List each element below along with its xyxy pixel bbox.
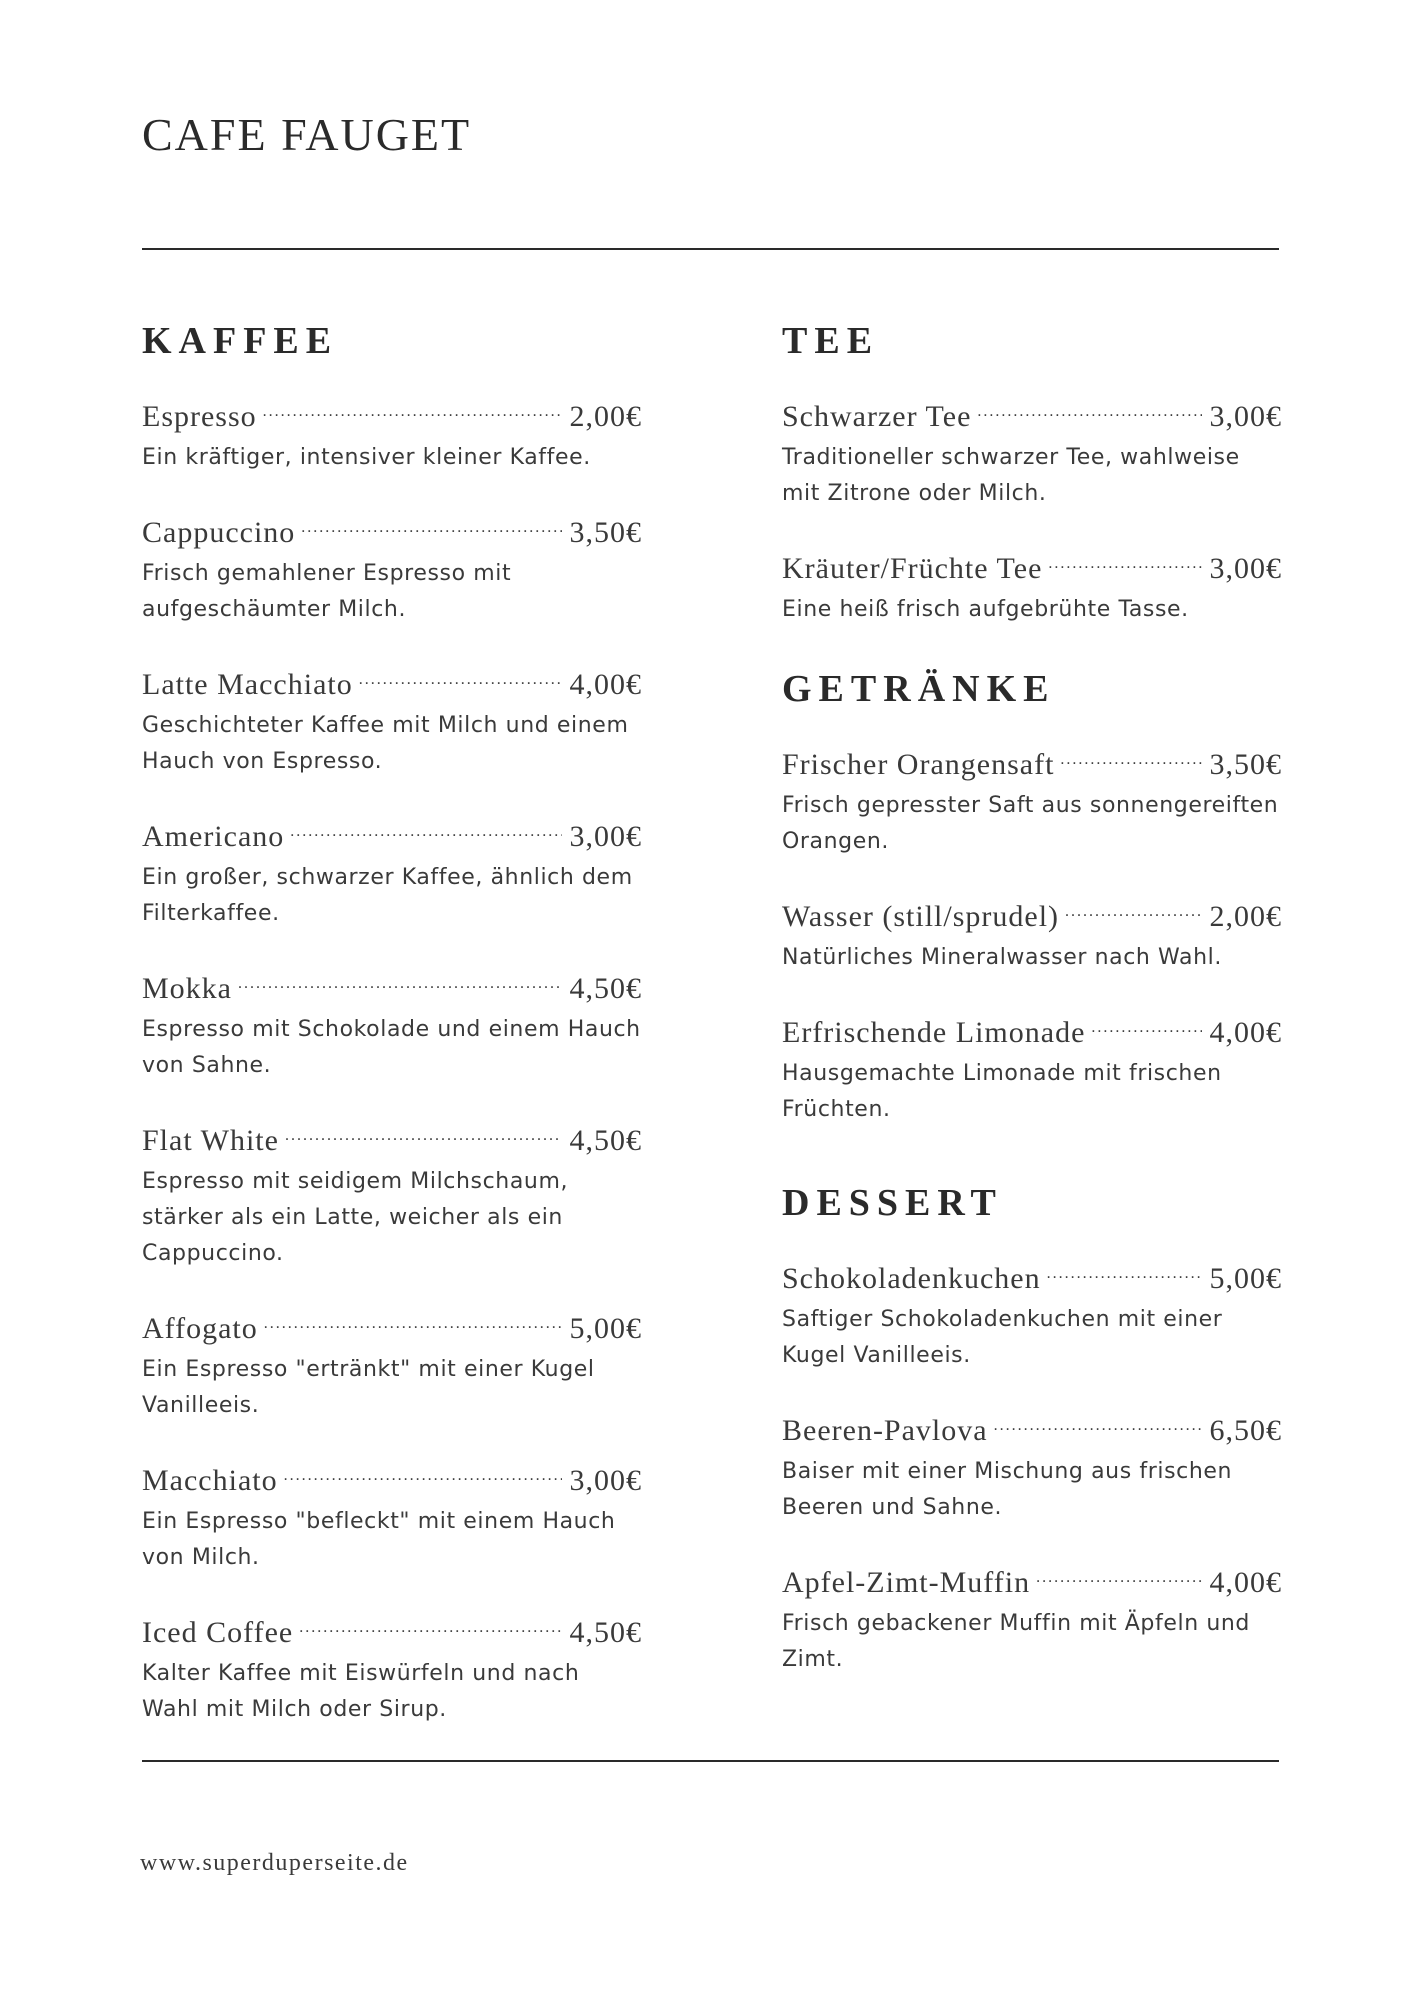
- item-line: [142, 960, 642, 1008]
- item-name: Flat White: [142, 1124, 279, 1157]
- item-price: 3,00€: [569, 1464, 642, 1497]
- item-line: [142, 1604, 642, 1652]
- dot-leader: [359, 656, 562, 694]
- dot-leader: [1091, 1004, 1201, 1042]
- item-price: 3,00€: [1209, 400, 1282, 433]
- item-name: Iced Coffee: [142, 1616, 294, 1649]
- item-description: Ein Espresso "befleckt" mit einem Hauch von Milch.: [142, 1509, 616, 1570]
- item-description: Eine heiß frisch aufgebrühte Tasse.: [782, 597, 1189, 622]
- dot-leader: [299, 1604, 561, 1642]
- item-name: Affogato: [142, 1312, 258, 1345]
- item-description: Frisch gemahlener Espresso mit aufgeschäumter Milch.: [142, 561, 512, 622]
- dot-leader: [263, 388, 562, 426]
- item-price: 4,00€: [569, 668, 642, 701]
- menu-item: [782, 388, 1282, 512]
- item-price: 5,00€: [569, 1312, 642, 1345]
- footer-website-url: www.superduperseite.de: [140, 1850, 409, 1876]
- menu-item: [142, 388, 642, 476]
- item-line: [142, 808, 642, 856]
- item-price: 3,50€: [1209, 748, 1282, 781]
- top-divider: [142, 248, 1279, 250]
- dot-leader: [238, 960, 562, 998]
- section-dessert: [782, 1180, 1282, 1678]
- item-name: Cappuccino: [142, 516, 296, 549]
- item-description: Ein Espresso "ertränkt" mit einer Kugel Vanilleeis.: [142, 1357, 595, 1418]
- item-line: [782, 1402, 1282, 1450]
- item-price: 4,50€: [569, 1616, 642, 1649]
- item-description: Frisch gepresster Saft aus sonnengereiften Orangen.: [782, 793, 1279, 854]
- item-name: Apfel-Zimt-Muffin: [782, 1566, 1031, 1599]
- dot-leader: [1060, 736, 1201, 774]
- dot-leader: [301, 504, 561, 542]
- dot-leader: [264, 1300, 562, 1338]
- item-name: Macchiato: [142, 1464, 278, 1497]
- right-column: [782, 318, 1282, 1706]
- item-description: Ein kräftiger, intensiver kleiner Kaffee.: [142, 445, 591, 470]
- item-name: Mokka: [142, 972, 232, 1005]
- item-name: Beeren-Pavlova: [782, 1414, 988, 1447]
- section-getraenke: [782, 666, 1282, 1128]
- section-heading-tee: TEE: [782, 320, 880, 362]
- bottom-divider: [142, 1760, 1279, 1762]
- item-description: Ein großer, schwarzer Kaffee, ähnlich dem Filterkaffee.: [142, 865, 633, 926]
- item-price: 4,50€: [569, 1124, 642, 1157]
- item-name: Frischer Orangensaft: [782, 748, 1055, 781]
- item-name: Wasser (still/sprudel): [782, 900, 1060, 933]
- dot-leader: [1065, 888, 1201, 926]
- section-heading-getraenke: GETRÄNKE: [782, 668, 1056, 710]
- item-description: Espresso mit Schokolade und einem Hauch von Sahne.: [142, 1017, 641, 1078]
- item-price: 2,00€: [1209, 900, 1282, 933]
- item-description: Hausgemachte Limonade mit frischen Früchten.: [782, 1061, 1222, 1122]
- item-description: Saftiger Schokoladenkuchen mit einer Kugel Vanilleeis.: [782, 1307, 1223, 1368]
- menu-item: [142, 504, 642, 628]
- item-description: Baiser mit einer Mischung aus frischen Beeren und Sahne.: [782, 1459, 1233, 1520]
- dot-leader: [285, 1112, 562, 1150]
- item-line: [782, 736, 1282, 784]
- item-name: Kräuter/Früchte Tee: [782, 552, 1043, 585]
- item-line: [142, 504, 642, 552]
- menu-item: [782, 1004, 1282, 1128]
- item-price: 3,00€: [569, 820, 642, 853]
- item-description: Traditioneller schwarzer Tee, wahlweise mit Zitrone oder Milch.: [782, 445, 1240, 506]
- item-line: [782, 540, 1282, 588]
- item-description: Geschichteter Kaffee mit Milch und einem Hauch von Espresso.: [142, 713, 629, 774]
- item-line: [782, 1004, 1282, 1052]
- menu-item: [782, 736, 1282, 860]
- item-price: 2,00€: [569, 400, 642, 433]
- item-name: Schokoladenkuchen: [782, 1262, 1041, 1295]
- dot-leader: [1048, 540, 1201, 578]
- dot-leader: [994, 1402, 1202, 1440]
- dot-leader: [284, 1452, 562, 1490]
- menu-item: [142, 1604, 642, 1728]
- section-tee: [782, 318, 1282, 628]
- item-name: Americano: [142, 820, 285, 853]
- menu-item: [782, 888, 1282, 976]
- item-price: 5,00€: [1209, 1262, 1282, 1295]
- item-price: 3,00€: [1209, 552, 1282, 585]
- item-line: [782, 1554, 1282, 1602]
- item-name: Erfrischende Limonade: [782, 1016, 1086, 1049]
- menu-item: [142, 960, 642, 1084]
- menu-item: [782, 540, 1282, 628]
- item-price: 4,00€: [1209, 1566, 1282, 1599]
- item-name: Espresso: [142, 400, 257, 433]
- menu-item: [782, 1250, 1282, 1374]
- menu-item: [142, 656, 642, 780]
- item-line: [782, 1250, 1282, 1298]
- item-line: [142, 1112, 642, 1160]
- section-heading-kaffee: KAFFEE: [142, 320, 339, 362]
- item-line: [142, 1452, 642, 1500]
- dot-leader: [1036, 1554, 1201, 1592]
- item-line: [142, 656, 642, 704]
- item-description: Kalter Kaffee mit Eiswürfeln und nach Wahl mit Milch oder Sirup.: [142, 1661, 580, 1722]
- menu-item: [782, 1554, 1282, 1678]
- menu-item: [142, 808, 642, 932]
- menu-item: [142, 1452, 642, 1576]
- item-name: Latte Macchiato: [142, 668, 353, 701]
- dot-leader: [1047, 1250, 1202, 1288]
- item-price: 4,00€: [1209, 1016, 1282, 1049]
- menu-item: [142, 1112, 642, 1272]
- item-line: [142, 388, 642, 436]
- item-name: Schwarzer Tee: [782, 400, 972, 433]
- item-price: 4,50€: [569, 972, 642, 1005]
- section-heading-dessert: DESSERT: [782, 1182, 1003, 1224]
- item-price: 3,50€: [569, 516, 642, 549]
- menu-item: [142, 1300, 642, 1424]
- section-kaffee: [142, 318, 642, 1728]
- item-description: Natürliches Mineralwasser nach Wahl.: [782, 945, 1222, 970]
- item-line: [782, 888, 1282, 936]
- item-line: [142, 1300, 642, 1348]
- dot-leader: [977, 388, 1201, 426]
- item-description: Frisch gebackener Muffin mit Äpfeln und Zimt.: [782, 1611, 1250, 1672]
- left-column: [142, 318, 642, 1756]
- page-title: CAFE FAUGET: [142, 109, 472, 160]
- menu-item: [782, 1402, 1282, 1526]
- item-line: [782, 388, 1282, 436]
- item-description: Espresso mit seidigem Milchschaum, stärker als ein Latte, weicher als ein Cappuccino.: [142, 1169, 569, 1266]
- item-price: 6,50€: [1209, 1414, 1282, 1447]
- dot-leader: [290, 808, 561, 846]
